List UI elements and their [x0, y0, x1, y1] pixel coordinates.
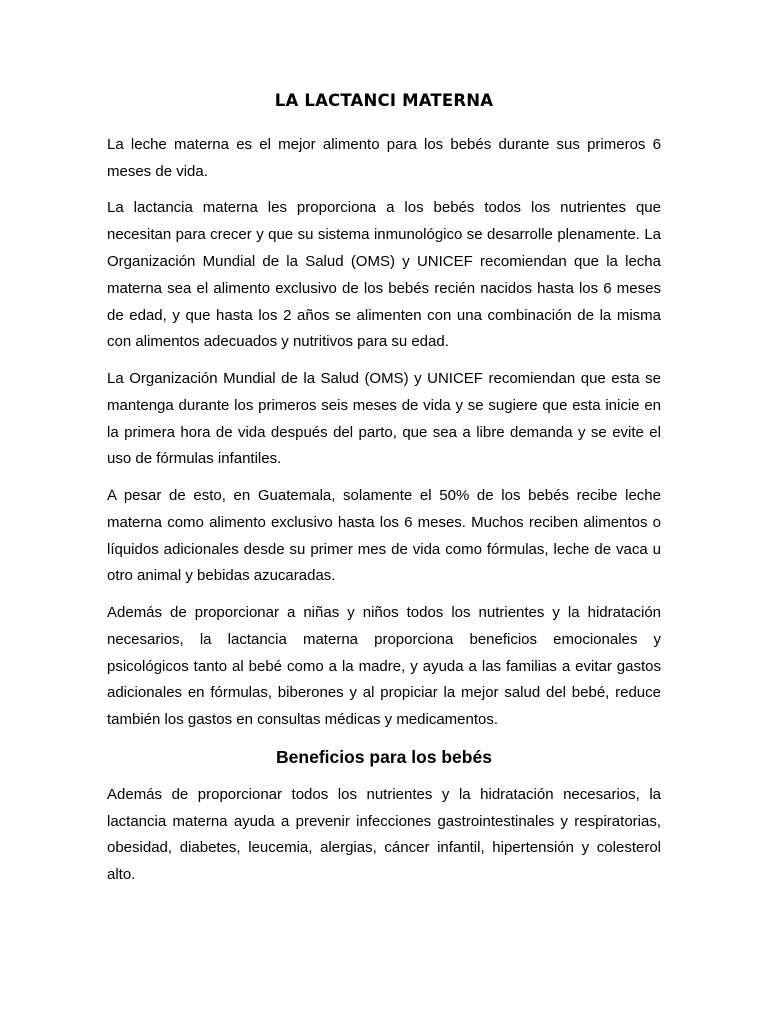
paragraph: Además de proporcionar todos los nutrientes y la hidratación necesarios, la lactancia materna ayuda a prevenir infecciones gastrointestinales y respiratorias, obesidad, diabetes, leucemia, alergias, cáncer infantil, hipertensión y colesterol alto.	[107, 785, 661, 884]
paragraph: A pesar de esto, en Guatemala, solamente el 50% de los bebés recibe leche materna como alimento exclusivo hasta los 6 meses. Muchos reciben alimentos o líquidos adicionales desde su primer mes de vida como fórmulas, leche de vaca u otro animal y bebidas azucaradas.	[107, 486, 661, 585]
paragraph: La leche materna es el mejor alimento para los bebés durante sus primeros 6 meses de vida.	[107, 136, 661, 180]
paragraph: Además de proporcionar a niñas y niños todos los nutrientes y la hidratación necesarios, la lactancia materna proporciona beneficios emocionales y psicológicos tanto al bebé como a la madre, y ayuda a las familias a evitar gastos adicionales en fórmulas, biberones y al propiciar la mejor salud del bebé, reduce también los gastos en consultas médicas y medicamentos.	[107, 603, 661, 729]
document-title: LA LACTANCI MATERNA	[274, 91, 494, 110]
paragraph: La Organización Mundial de la Salud (OMS) y UNICEF recomiendan que esta se mantenga durante los primeros seis meses de vida y se sugiere que esta inicie en la primera hora de vida después del parto, que sea a libre demanda y se evite el uso de fórmulas infantiles.	[107, 369, 661, 468]
document-page	[107, 88, 661, 899]
section-heading: Beneficios para los bebés	[276, 746, 492, 767]
paragraph: La lactancia materna les proporciona a los bebés todos los nutrientes que necesitan para crecer y que su sistema inmunológico se desarrolle plenamente. La Organización Mundial de la Salud (OMS) y UNICEF recomiendan que la lecha materna sea el alimento exclusivo de los bebés recién nacidos hasta los 6 meses de edad, y que hasta los 2 años se alimenten con una combinación de la misma con alimentos adecuados y nutritivos para su edad.	[107, 199, 661, 351]
